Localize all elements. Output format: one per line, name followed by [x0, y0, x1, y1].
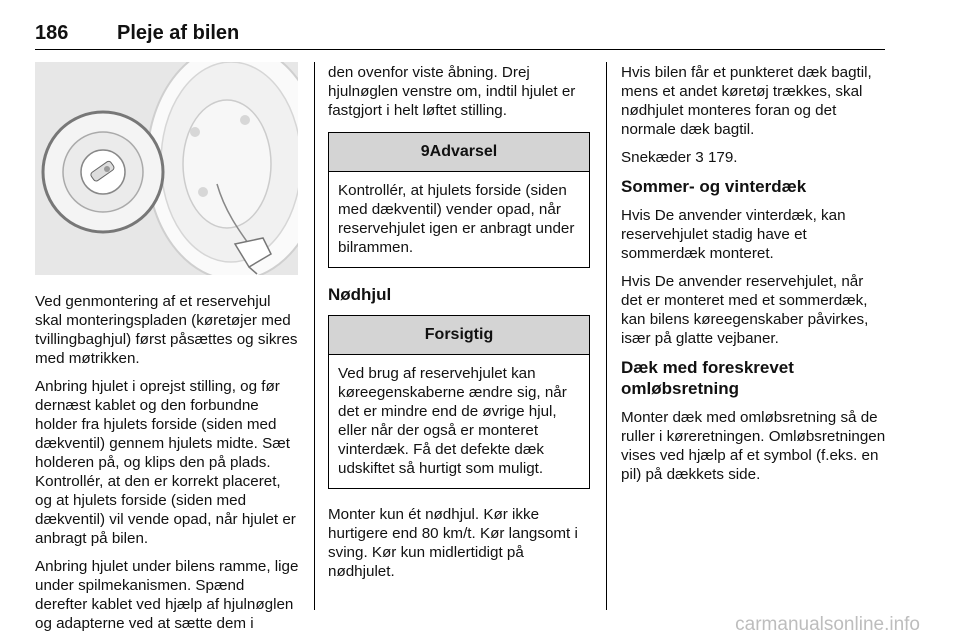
warning-title: Advarsel [429, 143, 498, 160]
paragraph: Anbring hjulet under bilens ramme, lige under spilmekanismen. Spænd derefter kablet ved hjælp af hjulnøglen og adapterne ved at sætte dem i [35, 558, 299, 632]
section-heading: Sommer- og vinterdæk [621, 177, 807, 196]
paragraph: den ovenfor viste åbning. Drej hjulnøglen venstre om, indtil hjulet er fastgjort i helt løftet stilling. [328, 64, 576, 119]
paragraph: Monter kun ét nødhjul. Kør ikke hurtigere end 80 km/t. Kør langsomt i sving. Kør kun midlertidigt på nødhjulet. [328, 506, 578, 580]
page-number: 186 [35, 22, 69, 44]
column-2 [328, 63, 590, 590]
paragraph: Hvis De anvender vinterdæk, kan reservehjulet stadig have et sommerdæk monteret. [621, 207, 846, 262]
page-header [35, 22, 885, 52]
warning-text: Kontrollér, at hjulets forside (siden med dækventil) vender opad, når reservehjulet igen er anbragt under bilrammen. [338, 182, 575, 256]
caution-text: Ved brug af reservehjulet kan køreegenskaberne ændre sig, når det er mindre end de øvrige hjul, eller når der også er monteret vinterdæk. Få det defekte dæk udskiftet så hurtigt som muligt. [338, 365, 567, 477]
column-3 [621, 63, 887, 493]
section-heading: Dæk med foreskrevet omløbsretning [621, 358, 794, 398]
column-1 [35, 292, 300, 642]
paragraph: Ved genmontering af et reservehjul skal monteringspladen (køretøjer med tvillingbaghjul) først påsættes og sikres med møtrikken. [35, 293, 298, 367]
chapter-title: Pleje af bilen [117, 22, 240, 44]
section-heading: Nødhjul [328, 285, 392, 304]
paragraph: Hvis De anvender reservehjulet, når det er monteret med et sommerdæk, kan bilens køreegenskaber påvirkes, især på glatte vejbaner. [621, 273, 869, 347]
warning-box [328, 132, 590, 268]
paragraph: Anbring hjulet i oprejst stilling, og før dernæst kablet og den forbundne holder fra hjulets forside (siden med dækventil) gennem hjulets midte. Sæt holderen på, og klips den på plads. Kontrollér, at den er korrekt placeret, og at hjulets forside (siden med dækventil) vil vende opad, når hjulet er anbragt på bilen. [35, 378, 296, 547]
paragraph: Hvis bilen får et punkteret dæk bagtil, mens et andet køretøj trækkes, skal nødhjulet monteres foran og det normale dæk bagtil. [621, 64, 872, 138]
warning-header [329, 133, 589, 172]
watermark: carmanualsonline.info [735, 614, 920, 635]
column-divider-left [314, 62, 315, 610]
caution-title: Forsigtig [329, 316, 589, 355]
spare-wheel-drawing [35, 62, 298, 275]
column-divider-right [606, 62, 607, 610]
header-rule [35, 49, 885, 50]
paragraph: Monter dæk med omløbsretning så de ruller i køreretningen. Omløbsretningen vises ved hjælp af et symbol (f.eks. en pil) på dækkets side. [621, 409, 886, 483]
cross-reference[interactable]: Snekæder 3 179. [621, 149, 738, 166]
caution-box [328, 315, 590, 489]
spare-wheel-illustration [35, 62, 298, 275]
warning-icon: 9 [420, 143, 430, 160]
